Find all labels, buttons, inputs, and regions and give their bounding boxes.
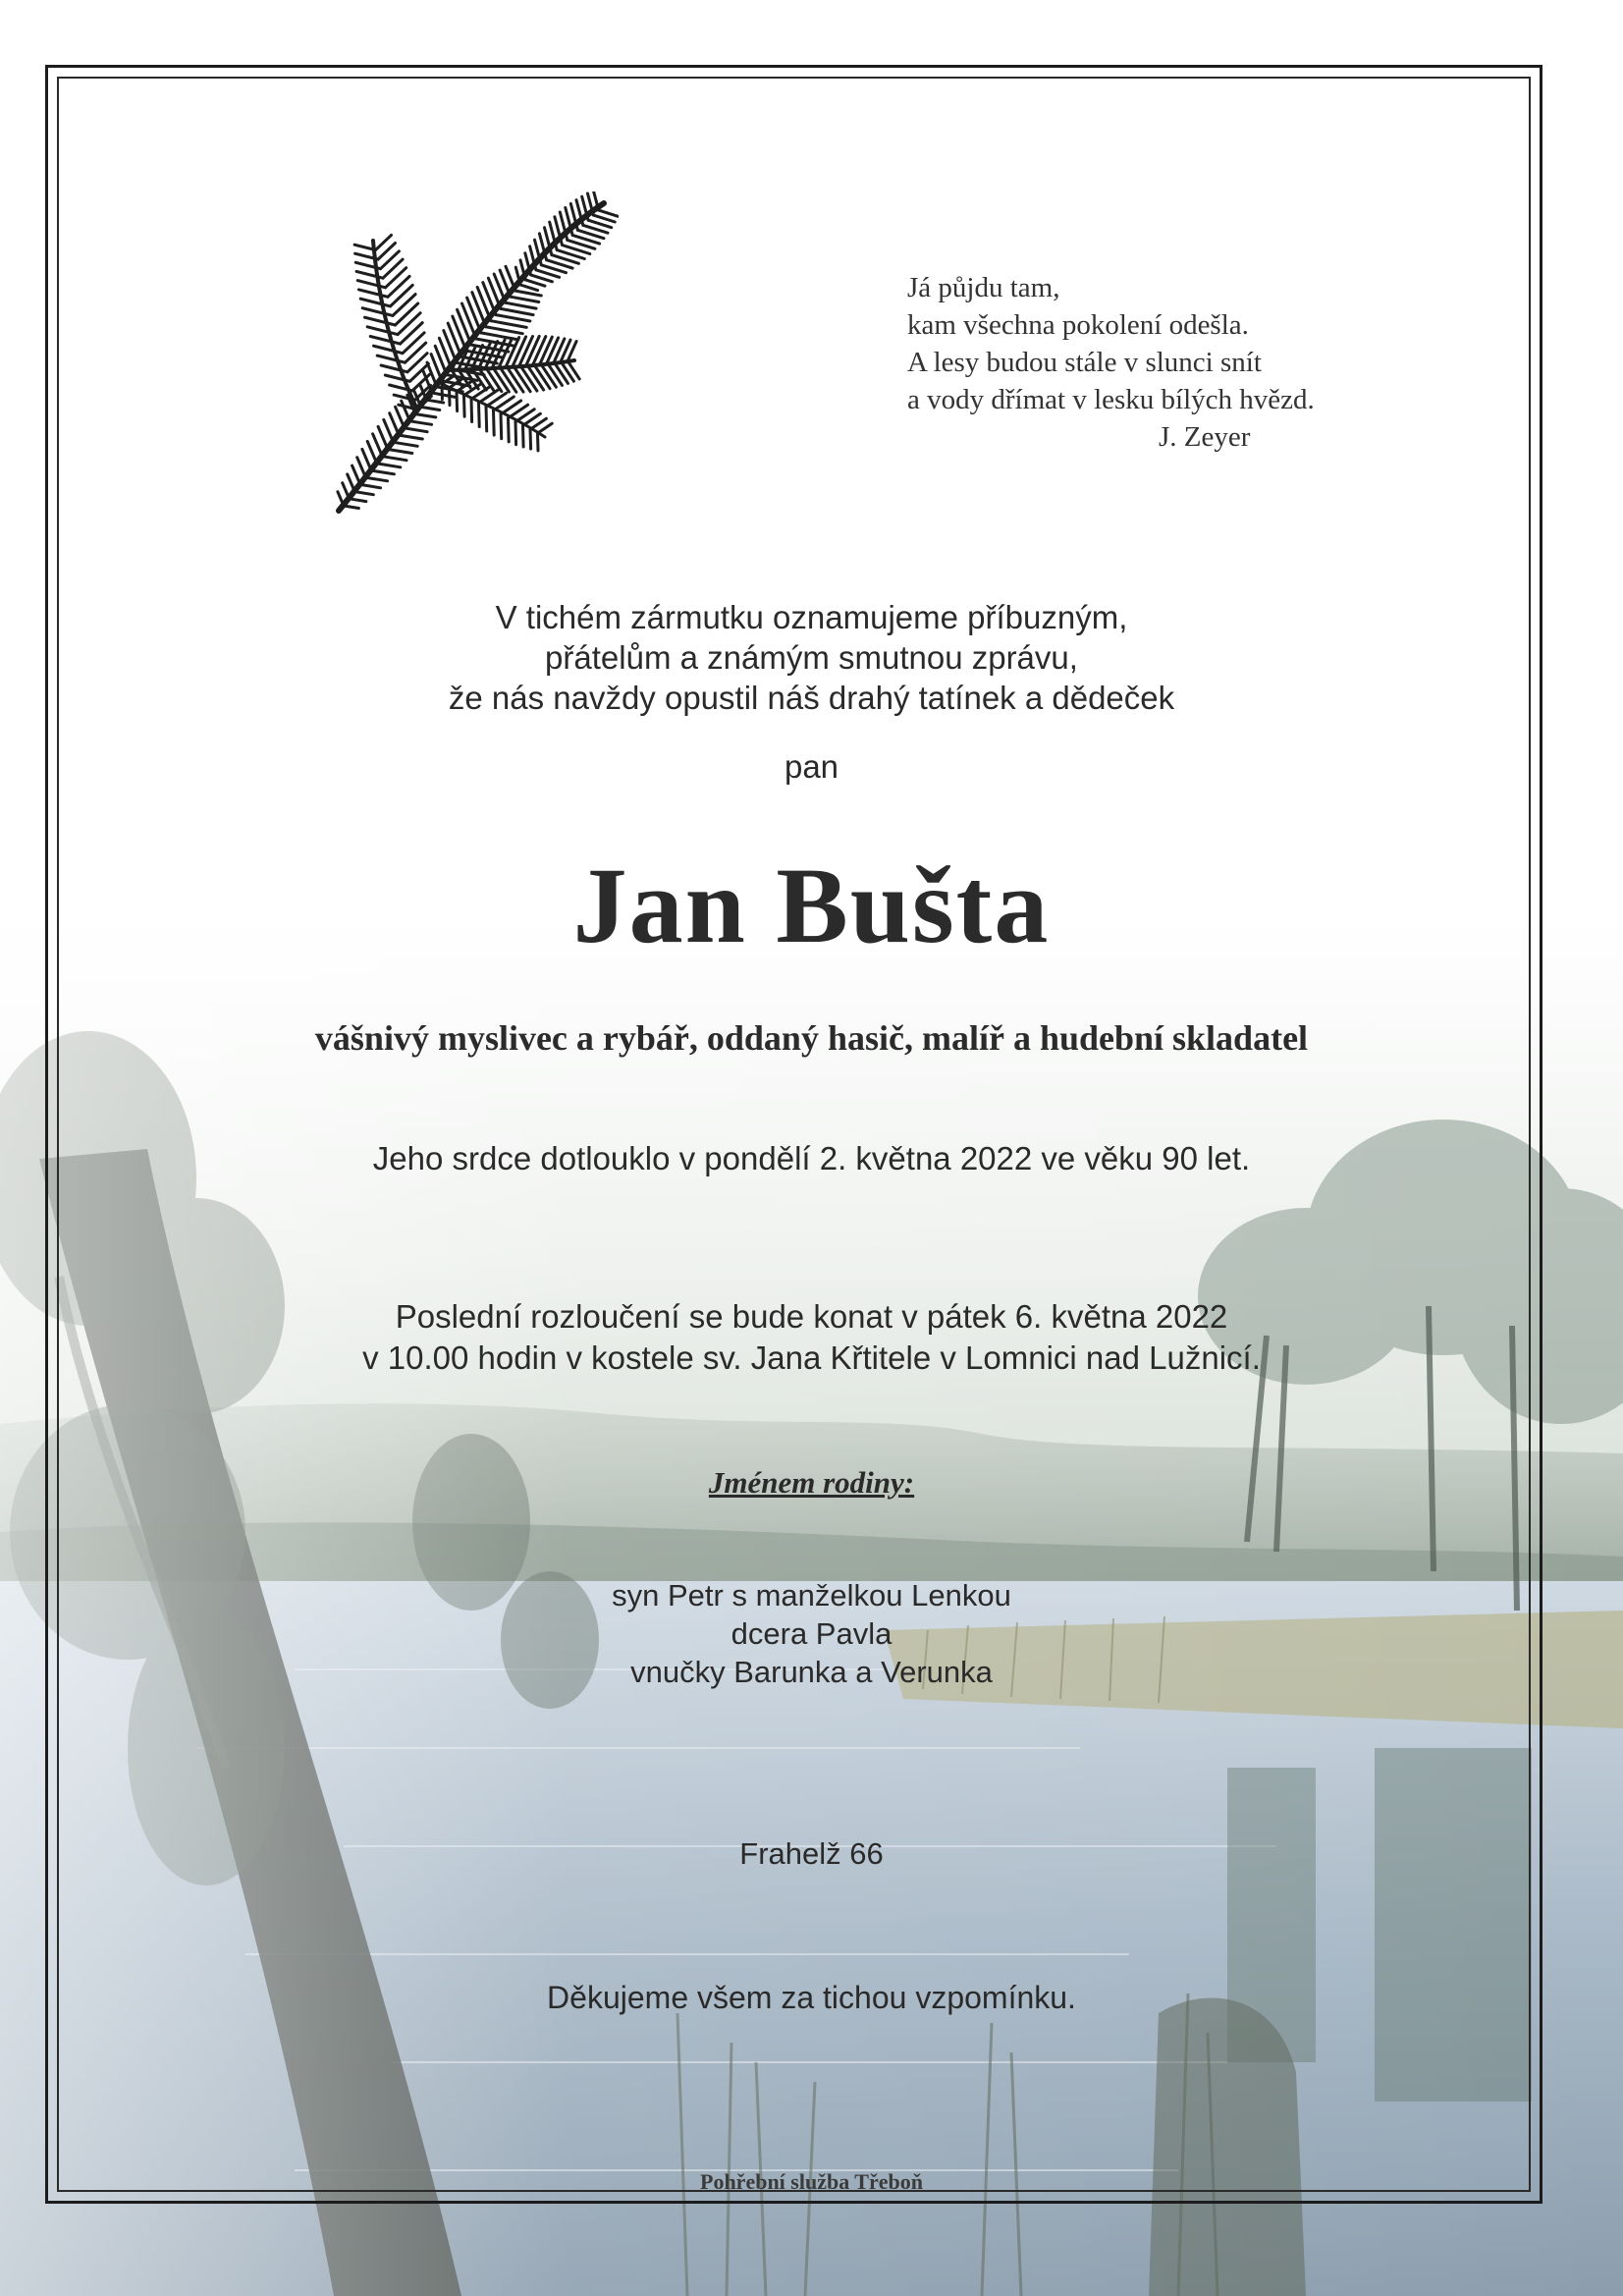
deceased-name: Jan Bušta <box>572 846 1051 965</box>
family-member: dcera Pavla <box>730 1616 893 1651</box>
funeral-line: Poslední rozloučení se bude konat v pátek 6. května 2022 <box>395 1298 1228 1335</box>
poem-line: Já půjdu tam, <box>907 272 1060 303</box>
funeral-details <box>0 1296 1623 1379</box>
announcement-text <box>0 597 1623 718</box>
funeral-service-footer: Pohřební služba Třeboň <box>700 2169 923 2194</box>
poem-line: A lesy budou stále v slunci snít <box>907 347 1262 378</box>
honorific: pan <box>784 748 839 785</box>
pine-branch-icon <box>324 191 619 516</box>
thanks-note: Děkujeme všem za tichou vzpomínku. <box>547 1980 1076 2015</box>
family-member: syn Petr s manželkou Lenkou <box>612 1578 1011 1613</box>
poem-line: a vody dřímat v lesku bílých hvězd. <box>907 384 1315 415</box>
poem-line: kam všechna pokolení odešla. <box>907 309 1249 341</box>
announcement-line: že nás navždy opustil náš drahý tatínek a dědeček <box>448 680 1175 716</box>
family-member: vnučky Barunka a Verunka <box>630 1655 993 1689</box>
address: Frahelž 66 <box>739 1836 884 1871</box>
deceased-description: vášnivý myslivec a rybář, oddaný hasič, malíř a hudební skladatel <box>314 1018 1309 1058</box>
family-heading: Jménem rodiny: <box>708 1465 915 1500</box>
announcement-line: přátelům a známým smutnou zprávu, <box>545 639 1078 676</box>
funeral-line: v 10.00 hodin v kostele sv. Jana Křtitele v Lomnici nad Lužnicí. <box>362 1339 1261 1376</box>
death-notice: Jeho srdce dotlouklo v pondělí 2. května 2022 ve věku 90 let. <box>372 1140 1251 1176</box>
announcement-line: V tichém zármutku oznamujeme příbuzným, <box>495 599 1128 635</box>
poem-quote <box>907 269 1315 456</box>
poem-author: J. Zeyer <box>1159 421 1251 453</box>
family-members <box>0 1576 1623 1691</box>
